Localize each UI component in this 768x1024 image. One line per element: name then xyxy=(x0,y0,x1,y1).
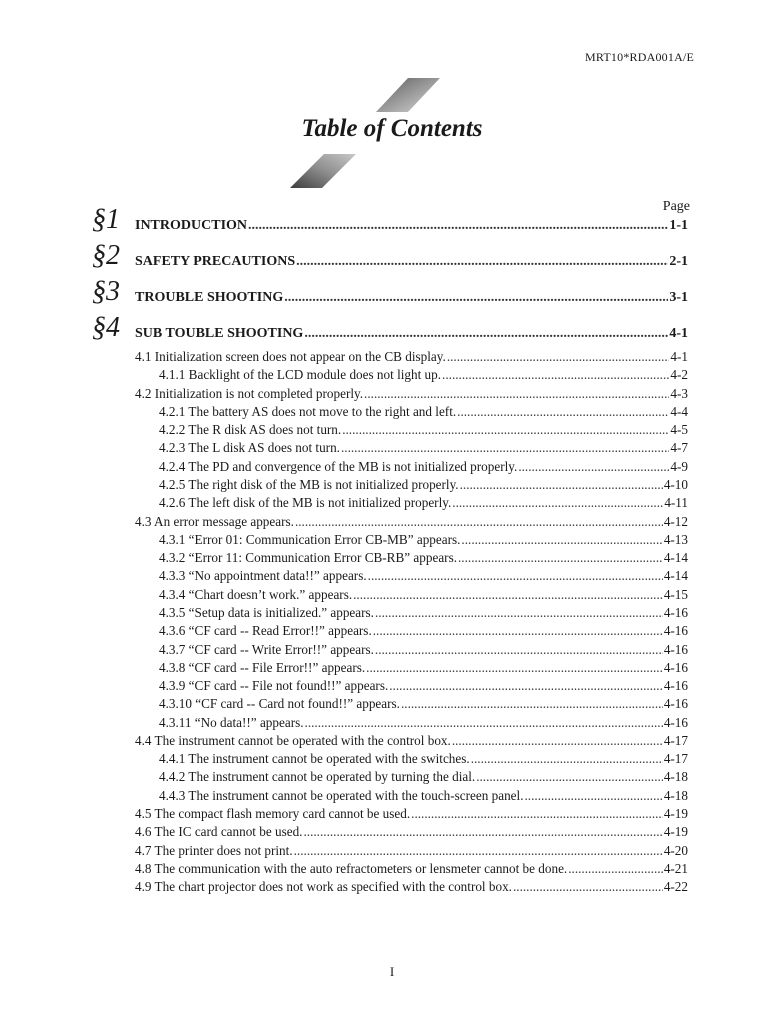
toc-entry[interactable] xyxy=(135,842,688,860)
dot-leader xyxy=(460,476,663,494)
entry-page: 4-14 xyxy=(663,550,688,566)
toc-entry[interactable] xyxy=(159,549,688,567)
toc-entry[interactable] xyxy=(135,513,688,531)
entry-page: 4-19 xyxy=(663,806,688,821)
section-page: 1-1 xyxy=(669,218,688,233)
toc-entry[interactable] xyxy=(159,458,688,476)
entry-page: 4-5 xyxy=(670,422,688,438)
entry-title: 4.6 The IC card cannot be used. xyxy=(135,824,303,840)
dot-leader xyxy=(353,586,663,604)
toc-entry[interactable] xyxy=(159,531,688,549)
entry-page: 4-4 xyxy=(670,403,688,419)
section-page: 3-1 xyxy=(669,290,688,305)
entry-title: 4.2 Initialization is not completed properly. xyxy=(135,385,364,401)
entry-title: 4.5 The compact flash memory card cannot be used. xyxy=(135,806,411,821)
entry-page: 4-22 xyxy=(663,879,688,895)
dot-leader xyxy=(513,878,663,896)
entry-page: 4-10 xyxy=(663,477,688,492)
toc-entry[interactable] xyxy=(135,878,688,896)
entry-page: 4-16 xyxy=(663,623,688,639)
dot-leader xyxy=(452,494,663,512)
entry-title: 4.1 Initialization screen does not appear on the CB display. xyxy=(135,349,446,364)
entry-title: 4.3.11 “No data!!” appears. xyxy=(159,714,304,730)
dot-leader xyxy=(471,750,663,768)
entry-page: 4-13 xyxy=(663,531,688,547)
dot-leader xyxy=(303,823,662,841)
dot-leader xyxy=(294,842,663,860)
dot-leader xyxy=(525,787,663,805)
entry-title: 4.3 An error message appears. xyxy=(135,513,294,529)
toc-entry[interactable] xyxy=(159,567,688,585)
entry-page: 4-15 xyxy=(663,586,688,602)
dot-leader xyxy=(476,768,663,786)
entry-title: 4.3.4 “Chart doesn’t work.” appears. xyxy=(159,586,353,602)
toc-entry[interactable] xyxy=(135,823,688,841)
dot-leader xyxy=(452,732,663,750)
dot-leader xyxy=(442,366,669,384)
entry-title: 4.1.1 Backlight of the LCD module does not light up. xyxy=(159,367,442,383)
entry-title: 4.3.8 “CF card -- File Error!!” appears. xyxy=(159,659,366,675)
dot-leader xyxy=(401,695,663,713)
entry-page: 4-16 xyxy=(663,604,688,620)
entry-page: 4-11 xyxy=(664,495,688,511)
entry-title: 4.4.2 The instrument cannot be operated by turning the dial. xyxy=(159,769,476,785)
page-title: Table of Contents xyxy=(301,115,483,142)
toc-entry[interactable] xyxy=(159,586,688,604)
dot-leader xyxy=(447,348,670,366)
entry-page: 4-12 xyxy=(663,513,688,529)
entry-title: 4.3.7 “CF card -- Write Error!!” appears. xyxy=(159,641,374,657)
entry-page: 4-20 xyxy=(663,842,688,858)
entry-title: 4.3.1 “Error 01: Communication Error CB-MB” appears. xyxy=(159,531,461,547)
dot-leader xyxy=(364,385,669,403)
entry-title: 4.2.5 The right disk of the MB is not initialized properly. xyxy=(159,477,459,492)
toc-entry[interactable] xyxy=(159,439,688,457)
dot-leader xyxy=(373,622,663,640)
dot-leader xyxy=(518,458,669,476)
entry-page: 4-16 xyxy=(663,678,688,693)
section-line xyxy=(135,290,688,306)
entry-title: 4.2.6 The left disk of the MB is not initialized properly. xyxy=(159,495,452,511)
entry-title: 4.2.3 The L disk AS does not turn. xyxy=(159,440,340,456)
entry-page: 4-17 xyxy=(663,751,688,767)
page-number: I xyxy=(389,964,395,979)
toc-entry[interactable] xyxy=(135,732,688,750)
entry-title: 4.4.1 The instrument cannot be operated with the switches. xyxy=(159,751,470,767)
section-title: SAFETY PRECAUTIONS xyxy=(135,254,296,269)
page-column-label: Page xyxy=(662,199,690,214)
entry-page: 4-16 xyxy=(663,696,688,712)
toc-entry[interactable] xyxy=(159,494,688,512)
toc-entry[interactable] xyxy=(135,348,688,366)
dot-leader xyxy=(375,641,663,659)
section-number: §3 xyxy=(92,276,120,307)
section-number: §2 xyxy=(92,240,120,271)
toc-entry[interactable] xyxy=(159,768,688,786)
toc-entry[interactable] xyxy=(135,385,688,403)
toc-entry[interactable] xyxy=(159,695,688,713)
entry-page: 4-18 xyxy=(663,769,688,785)
dot-leader xyxy=(458,549,663,567)
section-number: §1 xyxy=(92,204,120,235)
entry-title: 4.4.3 The instrument cannot be operated with the touch-screen panel. xyxy=(159,787,524,803)
dot-leader xyxy=(341,439,669,457)
section-title: SUB TOUBLE SHOOTING xyxy=(135,326,304,341)
entry-title: 4.3.5 “Setup data is initialized.” appears. xyxy=(159,604,374,620)
toc-entry[interactable] xyxy=(159,476,688,494)
toc-entry[interactable] xyxy=(159,421,688,439)
entry-title: 4.2.4 The PD and convergence of the MB is not initialized properly. xyxy=(159,458,518,474)
entry-page: 4-7 xyxy=(670,440,688,456)
toc-section-3[interactable] xyxy=(92,276,688,310)
entry-page: 4-16 xyxy=(663,659,688,675)
section-title: TROUBLE SHOOTING xyxy=(135,290,284,305)
section-number: §4 xyxy=(92,312,120,343)
dot-leader xyxy=(568,860,663,878)
entry-page: 4-1 xyxy=(670,349,688,364)
section-line xyxy=(135,218,688,234)
dot-leader xyxy=(304,326,668,342)
entry-title: 4.3.2 “Error 11: Communication Error CB-RB” appears. xyxy=(159,550,457,566)
entry-page: 4-17 xyxy=(663,732,688,748)
toc-entry[interactable] xyxy=(135,805,688,823)
toc-entry[interactable] xyxy=(159,366,688,384)
document-code: MRT10*RDA001A/E xyxy=(585,50,694,64)
toc-entry[interactable] xyxy=(159,622,688,640)
toc-entry[interactable] xyxy=(135,860,688,878)
toc-entry[interactable] xyxy=(159,787,688,805)
dot-leader xyxy=(342,421,669,439)
dot-leader xyxy=(368,567,663,585)
entry-page: 4-3 xyxy=(670,385,688,401)
dot-leader xyxy=(375,604,663,622)
toc-entry[interactable] xyxy=(159,750,688,768)
toc-entry[interactable] xyxy=(159,403,688,421)
toc-entry[interactable] xyxy=(159,677,688,695)
toc-entry[interactable] xyxy=(159,714,688,732)
dot-leader xyxy=(248,218,668,234)
dot-leader xyxy=(295,513,663,531)
section-page: 2-1 xyxy=(669,254,688,269)
dot-leader xyxy=(366,659,663,677)
dot-leader xyxy=(411,805,663,823)
section-page: 4-1 xyxy=(669,326,688,341)
entry-title: 4.7 The printer does not print. xyxy=(135,842,293,858)
entry-page: 4-14 xyxy=(663,568,688,584)
entry-page: 4-16 xyxy=(663,641,688,657)
entry-title: 4.9 The chart projector does not work as specified with the control box. xyxy=(135,879,512,895)
dot-leader xyxy=(284,290,668,306)
toc-section-2[interactable] xyxy=(92,240,688,274)
toc-entry[interactable] xyxy=(159,641,688,659)
entry-page: 4-16 xyxy=(663,714,688,730)
dot-leader xyxy=(461,531,662,549)
toc-entry[interactable] xyxy=(159,604,688,622)
section-line xyxy=(135,254,688,270)
section-line xyxy=(135,326,688,342)
entry-page: 4-21 xyxy=(663,860,688,876)
dot-leader xyxy=(457,403,669,421)
entry-page: 4-18 xyxy=(663,787,688,803)
toc-section-4[interactable] xyxy=(92,312,688,346)
toc-entry[interactable] xyxy=(159,659,688,677)
entry-title: 4.3.10 “CF card -- Card not found!!” appears. xyxy=(159,696,400,712)
entry-title: 4.3.3 “No appointment data!!” appears. xyxy=(159,568,367,584)
entry-page: 4-2 xyxy=(670,367,688,383)
entry-title: 4.8 The communication with the auto refractometers or lensmeter cannot be done. xyxy=(135,860,568,876)
section-title: INTRODUCTION xyxy=(135,218,248,233)
entry-page: 4-19 xyxy=(663,824,688,840)
entry-page: 4-9 xyxy=(670,458,688,474)
entry-title: 4.2.2 The R disk AS does not turn. xyxy=(159,422,342,438)
entry-title: 4.4 The instrument cannot be operated with the control box. xyxy=(135,732,451,748)
dot-leader xyxy=(389,677,663,695)
entry-title: 4.3.9 “CF card -- File not found!!” appears. xyxy=(159,678,389,693)
entry-title: 4.2.1 The battery AS does not move to the right and left. xyxy=(159,403,457,419)
dot-leader xyxy=(305,714,663,732)
dot-leader xyxy=(296,254,668,270)
entry-title: 4.3.6 “CF card -- Read Error!!” appears. xyxy=(159,623,372,639)
